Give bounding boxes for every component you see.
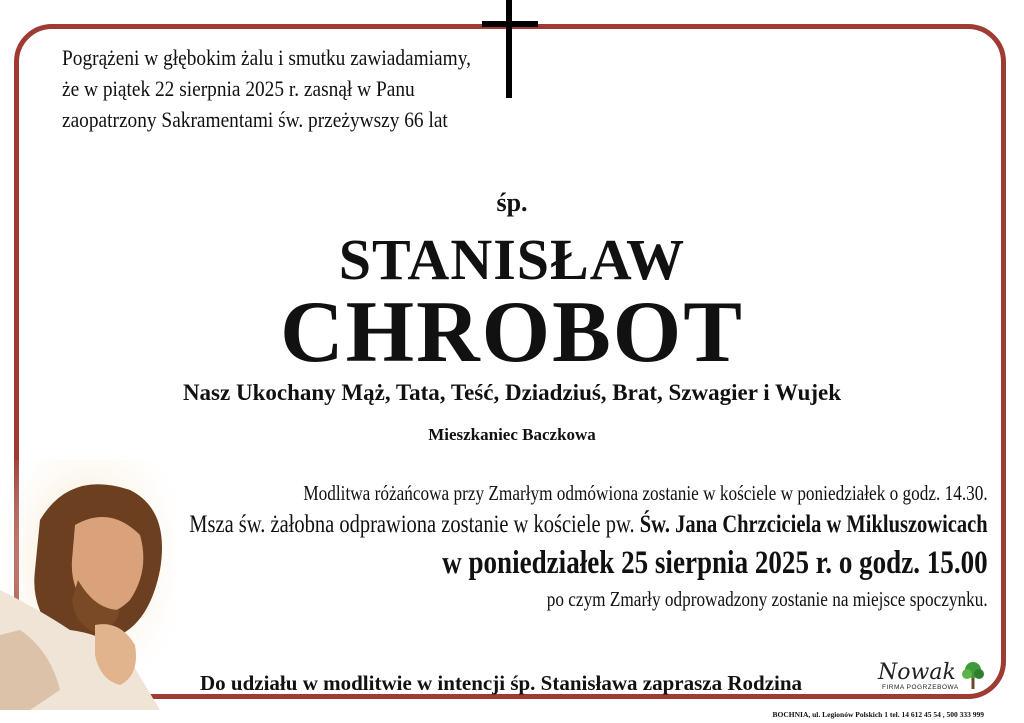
deceased-first-name: STANISŁAW [338, 227, 686, 292]
logo-name: Nowak [878, 660, 956, 685]
intro-line-1: Pogrążeni w głębokim żalu i smutku zawiadamiamy, [62, 45, 471, 70]
family-relations: Nasz Ukochany Mąż, Tata, Teść, Dziadziuś, Brat, Szwagier i Wujek [182, 380, 842, 405]
cross-icon [482, 0, 538, 100]
intro-line-2: że w piątek 22 sierpnia 2025 r. zasnął w Panu [62, 76, 415, 101]
mass-info [190, 508, 988, 542]
deceased-last-name: CHROBOT [280, 284, 744, 381]
praying-christ-image [0, 460, 180, 710]
mass-church: Św. Jana Chrzciciela w Mikluszowicach [640, 511, 988, 538]
announcement-text [62, 42, 471, 135]
burial-info: po czym Zmarły odprowadzony zostanie na miejsce spoczynku. [547, 587, 988, 611]
funeral-home-logo [878, 660, 988, 696]
deceased-prefix: śp. [496, 188, 528, 217]
tree-icon [960, 660, 986, 690]
residence: Mieszkaniec Baczkowa [428, 425, 596, 444]
footer-contact: BOCHNIA, ul. Legionów Polskich 1 tel. 14 612 45 54 , 500 333 999 [772, 710, 984, 719]
intro-line-3: zaopatrzony Sakramentami św. przeżywszy 66 lat [62, 107, 448, 132]
mass-prefix: Msza św. żałobna odprawiona zostanie w kościele pw. [189, 511, 635, 538]
invitation-text: Do udziału w modlitwie w intencji śp. Stanisława zaprasza Rodzina [200, 671, 803, 695]
logo-subtitle: FIRMA POGRZEBOWA [882, 684, 959, 691]
rosary-info: Modlitwa różańcowa przy Zmarłym odmówiona zostanie w kościele w poniedziałek o godz. 14.30. [303, 481, 989, 505]
funeral-date-time: w poniedziałek 25 sierpnia 2025 r. o godz. 15.00 [442, 545, 988, 581]
